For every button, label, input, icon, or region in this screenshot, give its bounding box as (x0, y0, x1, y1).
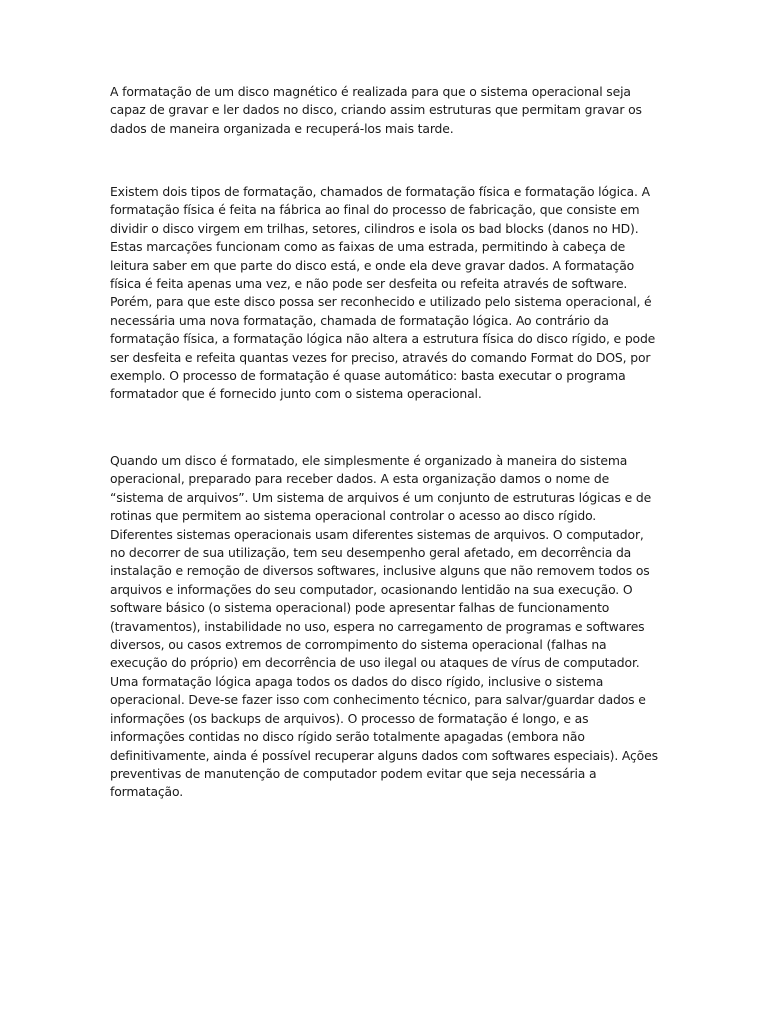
paragraph-intro: A formatação de um disco magnético é realizada para que o sistema operacional seja capaz de gravar e ler dados no disco, criando assim estruturas que permitam gravar os dados de maneira organizada e recuperá-los mais tarde. (110, 84, 642, 136)
paragraph-file-system: Quando um disco é formatado, ele simplesmente é organizado à maneira do sistema operacional, preparado para receber dados. A esta organização damos o nome de “sistema de arquivos”. Um sistema de arquivos é um conjunto de estruturas lógicas e de rotinas que permitem ao sistema operacional controlar o acesso ao disco rígido. Diferentes sistemas operacionais usam diferentes sistemas de arquivos. O computador, no decorrer de sua utilização, tem seu desempenho geral afetado, em decorrência da instalação e remoção de diversos softwares, inclusive alguns que não removem todos os arquivos e informações do seu computador, ocasionando lentidão na sua execução. O software básico (o sistema operacional) pode apresentar falhas de funcionamento (travamentos), instabilidade no uso, espera no carregamento de programas e softwares diversos, ou casos extremos de corrompimento do sistema operacional (falhas na execução do próprio) em decorrência de uso ilegal ou ataques de vírus de computador. Uma formatação lógica apaga todos os dados do disco rígido, inclusive o sistema operacional. Deve-se fazer isso com conhecimento técnico, para salvar/guardar dados e informações (os backups de arquivos). O processo de formatação é longo, e as informações contidas no disco rígido serão totalmente apagadas (embora não definitivamente, ainda é possível recuperar alguns dados com softwares especiais). Ações preventivas de manutenção de computador podem evitar que seja necessária a formatação. (110, 453, 658, 800)
paragraph-formatting-types: Existem dois tipos de formatação, chamados de formatação física e formatação lógica. A formatação física é feita na fábrica ao final do processo de fabricação, que consiste em dividir o disco virgem em trilhas, setores, cilindros e isola os bad blocks (danos no HD). Estas marcações funcionam como as faixas de uma estrada, permitindo à cabeça de leitura saber em que parte do disco está, e onde ela deve gravar dados. A formatação física é feita apenas uma vez, e não pode ser desfeita ou refeita através de software. Porém, para que este disco possa ser reconhecido e utilizado pelo sistema operacional, é necessária uma nova formatação, chamada de formatação lógica. Ao contrário da formatação física, a formatação lógica não altera a estrutura física do disco rígido, e pode ser desfeita e refeita quantas vezes for preciso, através do comando Format do DOS, por exemplo. O processo de formatação é quase automático: basta executar o programa formatador que é fornecido junto com o sistema operacional. (110, 184, 656, 402)
